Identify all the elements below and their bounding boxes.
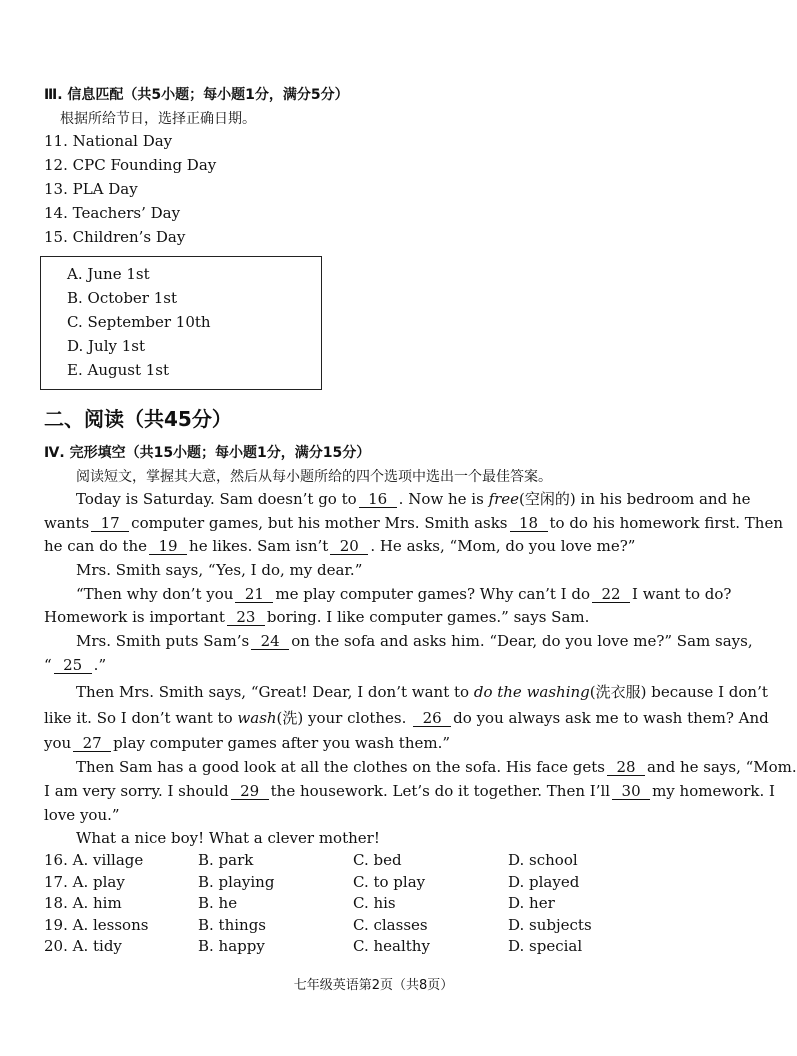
match-item-15: 15. Children’s Day [44, 228, 186, 246]
choice-19-d: D. subjects [508, 916, 592, 934]
blank-29: 29 [231, 784, 269, 800]
blank-17: 17 [91, 516, 129, 532]
blank-25: 25 [54, 658, 92, 674]
blank-22: 22 [592, 587, 630, 603]
choice-16-c: C. bed [353, 851, 402, 869]
passage-line-6: Homework is important 23 boring. I like computer games.” says Sam. [44, 608, 590, 626]
blank-21: 21 [235, 587, 273, 603]
choice-16-b: B. park [198, 851, 254, 869]
passage-line-7: Mrs. Smith puts Sam’s 24 on the sofa and asks him. “Dear, do you love me?” Sam says, [76, 632, 753, 650]
passage-line-14: love you.” [44, 806, 120, 824]
choice-17-b: B. playing [198, 873, 275, 891]
choice-18-b: B. he [198, 894, 238, 912]
option-e: E. August 1st [67, 361, 170, 379]
choice-16-d: D. school [508, 851, 578, 869]
blank-19: 19 [149, 539, 187, 555]
section3-instruction: 根据所给节日，选择正确日期。 [60, 111, 256, 127]
match-item-14: 14. Teachers’ Day [44, 204, 181, 222]
choice-19-b: B. things [198, 916, 267, 934]
match-item-12: 12. CPC Founding Day [44, 156, 217, 174]
choice-17-a: 17. A. play [44, 873, 125, 891]
choice-20-a: 20. A. tidy [44, 937, 122, 955]
passage-line-11: you 27 play computer games after you wash them.” [44, 734, 451, 752]
blank-24: 24 [251, 634, 289, 650]
choice-18-a: 18. A. him [44, 894, 122, 912]
section4-heading: Ⅳ. 完形填空（共15小题；每小题1分，满分15分） [44, 445, 371, 461]
choice-18-c: C. his [353, 894, 396, 912]
passage-line-8: “ 25 .” [44, 656, 107, 674]
page-footer: 七年级英语第2页（共8页） [293, 978, 454, 993]
match-item-11: 11. National Day [44, 132, 173, 150]
match-item-13: 13. PLA Day [44, 180, 138, 198]
blank-20: 20 [330, 539, 368, 555]
passage-line-15: What a nice boy! What a clever mother! [76, 829, 380, 847]
passage-line-13: I am very sorry. I should 29 the housework. Let’s do it together. Then I’ll 30 my homework. I [44, 782, 775, 800]
passage-line-10: like it. So I don’t want to wash(洗) your clothes. 26 do you always ask me to wash them? And [44, 709, 769, 727]
blank-27: 27 [73, 736, 111, 752]
blank-16: 16 [359, 492, 397, 508]
option-b: B. October 1st [67, 289, 178, 307]
blank-18: 18 [510, 516, 548, 532]
passage-line-5: “Then why don’t you 21 me play computer games? Why can’t I do 22 I want to do? [76, 585, 732, 603]
option-a: A. June 1st [67, 265, 150, 283]
passage-line-1: Today is Saturday. Sam doesn’t go to 16 . Now he is free(空闲的) in his bedroom and he [76, 490, 751, 508]
passage-line-9: Then Mrs. Smith says, “Great! Dear, I don’t want to do the washing(洗衣服) because I don’t [76, 683, 768, 701]
choice-20-d: D. special [508, 937, 583, 955]
choice-18-d: D. her [508, 894, 555, 912]
choice-19-c: C. classes [353, 916, 428, 934]
passage-line-4: Mrs. Smith says, “Yes, I do, my dear.” [76, 561, 363, 579]
section4-instruction: 阅读短文，掌握其大意，然后从每小题所给的四个选项中选出一个最佳答案。 [76, 469, 552, 485]
section3-heading: Ⅲ. 信息匹配（共5小题；每小题1分，满分5分） [44, 87, 349, 103]
passage-line-12: Then Sam has a good look at all the clothes on the sofa. His face gets 28 and he says, “Mom. [76, 758, 797, 776]
blank-28: 28 [607, 760, 645, 776]
choice-19-a: 19. A. lessons [44, 916, 149, 934]
blank-23: 23 [227, 610, 265, 626]
option-d: D. July 1st [67, 337, 146, 355]
option-c: C. September 10th [67, 313, 211, 331]
choice-17-c: C. to play [353, 873, 426, 891]
blank-30: 30 [612, 784, 650, 800]
passage-line-2: wants 17 computer games, but his mother Mrs. Smith asks 18 to do his homework first. Then [44, 514, 783, 532]
choice-16-a: 16. A. village [44, 851, 144, 869]
choice-17-d: D. played [508, 873, 580, 891]
passage-line-3: he can do the 19 he likes. Sam isn’t 20 . He asks, “Mom, do you love me?” [44, 537, 636, 555]
blank-26: 26 [413, 711, 451, 727]
choice-20-b: B. happy [198, 937, 265, 955]
part2-heading: 二、阅读（共45分） [44, 407, 232, 431]
choice-20-c: C. healthy [353, 937, 430, 955]
